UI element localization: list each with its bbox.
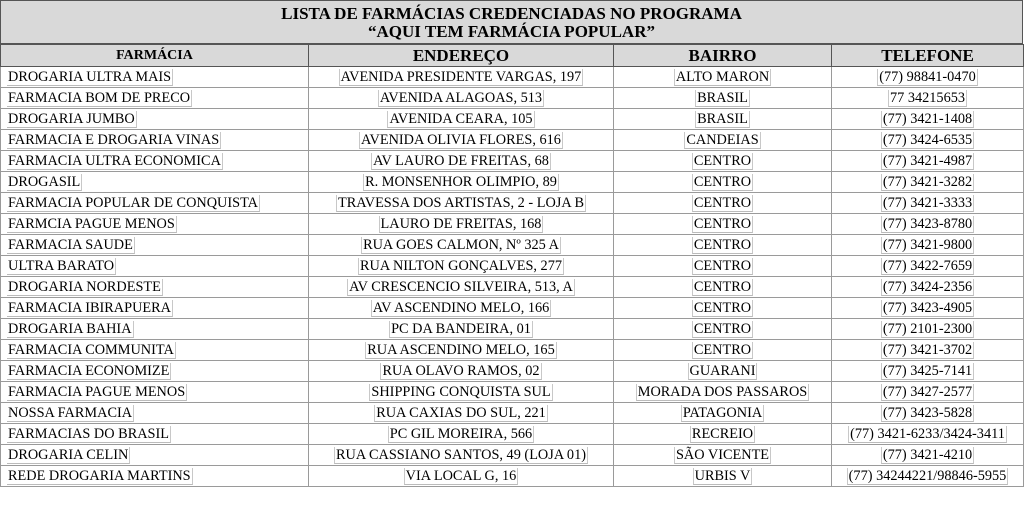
phone-cell bbox=[832, 277, 1024, 298]
neighborhood-text: CENTRO bbox=[693, 153, 752, 169]
address-text: PC GIL MOREIRA, 566 bbox=[389, 426, 533, 442]
pharmacy-name-text: DROGARIA NORDESTE bbox=[8, 279, 161, 295]
table-row bbox=[1, 382, 1024, 403]
pharmacy-name-text: DROGASIL bbox=[8, 174, 81, 190]
address-text: TRAVESSA DOS ARTISTAS, 2 - LOJA B bbox=[338, 195, 584, 211]
phone-cell bbox=[832, 382, 1024, 403]
phone-text: (77) 3421-1408 bbox=[882, 111, 973, 127]
neighborhood-cell bbox=[614, 151, 832, 172]
table-row bbox=[1, 67, 1024, 88]
pharmacy-name-text: FARMACIA PAGUE MENOS bbox=[8, 384, 186, 400]
pharmacy-name-text: FARMACIA ULTRA ECONOMICA bbox=[8, 153, 221, 169]
pharmacy-name-text: FARMACIA BOM DE PRECO bbox=[8, 90, 191, 106]
neighborhood-cell bbox=[614, 319, 832, 340]
pharmacy-name-text: FARMACIA POPULAR DE CONQUISTA bbox=[8, 195, 259, 211]
pharmacy-name-cell bbox=[1, 403, 309, 424]
neighborhood-cell bbox=[614, 382, 832, 403]
address-text: AV CRESCENCIO SILVEIRA, 513, A bbox=[349, 279, 573, 295]
neighborhood-cell bbox=[614, 256, 832, 277]
phone-text: (77) 3421-3702 bbox=[882, 342, 973, 358]
phone-text: (77) 3423-8780 bbox=[882, 216, 973, 232]
neighborhood-text: CENTRO bbox=[693, 321, 752, 337]
phone-cell bbox=[832, 361, 1024, 382]
neighborhood-cell bbox=[614, 109, 832, 130]
phone-text: (77) 3421-3282 bbox=[882, 174, 973, 190]
address-cell bbox=[309, 235, 614, 256]
pharmacy-name-cell bbox=[1, 298, 309, 319]
col-header-endereco: ENDEREÇO bbox=[309, 45, 614, 67]
pharmacy-name-text: DROGARIA CELIN bbox=[8, 447, 129, 463]
pharmacy-name-text: FARMACIA COMMUNITA bbox=[8, 342, 174, 358]
list-title bbox=[0, 0, 1023, 44]
table-row bbox=[1, 151, 1024, 172]
phone-text: (77) 3425-7141 bbox=[882, 363, 973, 379]
address-cell bbox=[309, 172, 614, 193]
pharmacy-name-cell bbox=[1, 130, 309, 151]
neighborhood-cell bbox=[614, 67, 832, 88]
col-header-farmacia: FARMÁCIA bbox=[1, 45, 309, 67]
phone-text: (77) 2101-2300 bbox=[882, 321, 973, 337]
neighborhood-text: BRASIL bbox=[697, 90, 748, 106]
phone-cell bbox=[832, 130, 1024, 151]
neighborhood-text: URBIS V bbox=[694, 468, 751, 484]
table-row bbox=[1, 277, 1024, 298]
neighborhood-cell bbox=[614, 403, 832, 424]
neighborhood-text: RECREIO bbox=[691, 426, 754, 442]
phone-text: (77) 3421-4987 bbox=[882, 153, 973, 169]
address-text: LAURO DE FREITAS, 168 bbox=[380, 216, 542, 232]
phone-text: (77) 98841-0470 bbox=[879, 69, 976, 85]
pharmacy-name-cell bbox=[1, 256, 309, 277]
phone-text: (77) 3421-9800 bbox=[882, 237, 973, 253]
phone-cell bbox=[832, 172, 1024, 193]
neighborhood-text: PATAGONIA bbox=[682, 405, 763, 421]
phone-text: (77) 3422-7659 bbox=[882, 258, 973, 274]
phone-cell bbox=[832, 235, 1024, 256]
phone-text: (77) 3421-4210 bbox=[882, 447, 973, 463]
phone-text: (77) 3424-6535 bbox=[882, 132, 973, 148]
address-cell bbox=[309, 340, 614, 361]
neighborhood-cell bbox=[614, 424, 832, 445]
neighborhood-cell bbox=[614, 340, 832, 361]
pharmacy-name-cell bbox=[1, 466, 309, 487]
neighborhood-cell bbox=[614, 193, 832, 214]
col-header-telefone: TELEFONE bbox=[832, 45, 1024, 67]
table-row bbox=[1, 235, 1024, 256]
neighborhood-text: CENTRO bbox=[693, 195, 752, 211]
address-text: RUA ASCENDINO MELO, 165 bbox=[367, 342, 555, 358]
address-text: RUA CAXIAS DO SUL, 221 bbox=[376, 405, 546, 421]
neighborhood-cell bbox=[614, 466, 832, 487]
neighborhood-text: CENTRO bbox=[693, 237, 752, 253]
phone-cell bbox=[832, 403, 1024, 424]
table-row bbox=[1, 319, 1024, 340]
neighborhood-text: GUARANI bbox=[689, 363, 756, 379]
table-row bbox=[1, 88, 1024, 109]
pharmacy-name-cell bbox=[1, 424, 309, 445]
neighborhood-text: MORADA DOS PASSAROS bbox=[637, 384, 808, 400]
table-row bbox=[1, 340, 1024, 361]
table-row bbox=[1, 130, 1024, 151]
address-text: AVENIDA ALAGOAS, 513 bbox=[379, 90, 543, 106]
neighborhood-text: CENTRO bbox=[693, 258, 752, 274]
pharmacy-name-text: DROGARIA JUMBO bbox=[8, 111, 135, 127]
address-cell bbox=[309, 151, 614, 172]
title-line-2: “AQUI TEM FARMÁCIA POPULAR” bbox=[368, 22, 655, 41]
phone-text: (77) 3423-5828 bbox=[882, 405, 973, 421]
address-cell bbox=[309, 361, 614, 382]
address-cell bbox=[309, 88, 614, 109]
phone-text: (77) 3424-2356 bbox=[882, 279, 973, 295]
address-cell bbox=[309, 130, 614, 151]
neighborhood-text: CENTRO bbox=[693, 342, 752, 358]
pharmacy-name-cell bbox=[1, 340, 309, 361]
table-row bbox=[1, 109, 1024, 130]
table-row bbox=[1, 298, 1024, 319]
phone-text: (77) 3421-6233/3424-3411 bbox=[850, 426, 1005, 442]
pharmacy-name-cell bbox=[1, 172, 309, 193]
pharmacy-name-text: NOSSA FARMACIA bbox=[8, 405, 133, 421]
neighborhood-text: SÃO VICENTE bbox=[675, 447, 770, 463]
pharmacy-name-text: ULTRA BARATO bbox=[8, 258, 115, 274]
pharmacy-name-text: FARMACIA IBIRAPUERA bbox=[8, 300, 171, 316]
pharmacy-name-cell bbox=[1, 109, 309, 130]
pharmacy-name-cell bbox=[1, 151, 309, 172]
table-row bbox=[1, 424, 1024, 445]
pharmacy-name-cell bbox=[1, 88, 309, 109]
phone-text: (77) 3421-3333 bbox=[882, 195, 973, 211]
address-text: AVENIDA CEARA, 105 bbox=[389, 111, 533, 127]
header-row bbox=[1, 45, 1024, 67]
pharmacy-name-text: DROGARIA BAHIA bbox=[8, 321, 132, 337]
address-text: AV LAURO DE FREITAS, 68 bbox=[373, 153, 549, 169]
pharmacy-name-cell bbox=[1, 319, 309, 340]
pharmacy-name-cell bbox=[1, 382, 309, 403]
phone-text: (77) 3427-2577 bbox=[882, 384, 973, 400]
neighborhood-cell bbox=[614, 214, 832, 235]
table-row bbox=[1, 445, 1024, 466]
table-row bbox=[1, 256, 1024, 277]
address-cell bbox=[309, 298, 614, 319]
address-cell bbox=[309, 466, 614, 487]
phone-cell bbox=[832, 214, 1024, 235]
phone-text: (77) 34244221/98846-5955 bbox=[848, 468, 1007, 484]
phone-cell bbox=[832, 466, 1024, 487]
pharmacy-name-text: FARMCIA PAGUE MENOS bbox=[8, 216, 175, 232]
neighborhood-text: CENTRO bbox=[693, 300, 752, 316]
address-cell bbox=[309, 277, 614, 298]
table-row bbox=[1, 193, 1024, 214]
table-row bbox=[1, 361, 1024, 382]
phone-cell bbox=[832, 193, 1024, 214]
address-text: PC DA BANDEIRA, 01 bbox=[391, 321, 531, 337]
pharmacy-name-text: FARMACIAS DO BRASIL bbox=[8, 426, 170, 442]
phone-cell bbox=[832, 67, 1024, 88]
address-cell bbox=[309, 109, 614, 130]
neighborhood-text: CENTRO bbox=[693, 174, 752, 190]
table-row bbox=[1, 172, 1024, 193]
neighborhood-cell bbox=[614, 172, 832, 193]
address-cell bbox=[309, 214, 614, 235]
table-row bbox=[1, 403, 1024, 424]
phone-cell bbox=[832, 88, 1024, 109]
pharmacy-name-text: FARMACIA ECONOMIZE bbox=[8, 363, 170, 379]
pharmacy-name-text: FARMACIA SAUDE bbox=[8, 237, 133, 253]
neighborhood-cell bbox=[614, 361, 832, 382]
pharmacy-name-cell bbox=[1, 214, 309, 235]
address-cell bbox=[309, 382, 614, 403]
address-text: AVENIDA PRESIDENTE VARGAS, 197 bbox=[340, 69, 582, 85]
address-cell bbox=[309, 193, 614, 214]
neighborhood-cell bbox=[614, 130, 832, 151]
pharmacy-name-text: DROGARIA ULTRA MAIS bbox=[8, 69, 172, 85]
neighborhood-text: CANDEIAS bbox=[686, 132, 759, 148]
address-cell bbox=[309, 256, 614, 277]
neighborhood-text: CENTRO bbox=[693, 216, 752, 232]
address-cell bbox=[309, 424, 614, 445]
phone-cell bbox=[832, 424, 1024, 445]
neighborhood-cell bbox=[614, 298, 832, 319]
pharmacy-name-cell bbox=[1, 277, 309, 298]
address-text: RUA NILTON GONÇALVES, 277 bbox=[359, 258, 563, 274]
phone-cell bbox=[832, 319, 1024, 340]
pharmacy-name-text: FARMACIA E DROGARIA VINAS bbox=[8, 132, 220, 148]
neighborhood-cell bbox=[614, 277, 832, 298]
neighborhood-text: BRASIL bbox=[697, 111, 748, 127]
address-text: RUA OLAVO RAMOS, 02 bbox=[382, 363, 540, 379]
address-cell bbox=[309, 403, 614, 424]
pharmacy-name-text: REDE DROGARIA MARTINS bbox=[8, 468, 191, 484]
neighborhood-cell bbox=[614, 445, 832, 466]
neighborhood-cell bbox=[614, 88, 832, 109]
table-row bbox=[1, 214, 1024, 235]
address-text: R. MONSENHOR OLIMPIO, 89 bbox=[365, 174, 557, 190]
title-line-1: LISTA DE FARMÁCIAS CREDENCIADAS NO PROGRAMA bbox=[281, 4, 742, 23]
neighborhood-text: CENTRO bbox=[693, 279, 752, 295]
table-row bbox=[1, 466, 1024, 487]
address-cell bbox=[309, 445, 614, 466]
phone-cell bbox=[832, 256, 1024, 277]
address-text: AVENIDA OLIVIA FLORES, 616 bbox=[361, 132, 561, 148]
address-text: AV ASCENDINO MELO, 166 bbox=[372, 300, 550, 316]
neighborhood-text: ALTO MARON bbox=[675, 69, 770, 85]
phone-cell bbox=[832, 109, 1024, 130]
col-header-bairro: BAIRRO bbox=[614, 45, 832, 67]
pharmacy-name-cell bbox=[1, 193, 309, 214]
phone-text: 77 34215653 bbox=[889, 90, 966, 106]
pharmacy-name-cell bbox=[1, 67, 309, 88]
pharmacy-table bbox=[0, 44, 1024, 487]
address-text: VIA LOCAL G, 16 bbox=[405, 468, 517, 484]
phone-cell bbox=[832, 298, 1024, 319]
pharmacy-name-cell bbox=[1, 445, 309, 466]
phone-text: (77) 3423-4905 bbox=[882, 300, 973, 316]
neighborhood-cell bbox=[614, 235, 832, 256]
address-cell bbox=[309, 67, 614, 88]
pharmacy-name-cell bbox=[1, 235, 309, 256]
address-text: SHIPPING CONQUISTA SUL bbox=[371, 384, 551, 400]
phone-cell bbox=[832, 445, 1024, 466]
phone-cell bbox=[832, 151, 1024, 172]
pharmacy-name-cell bbox=[1, 361, 309, 382]
address-cell bbox=[309, 319, 614, 340]
phone-cell bbox=[832, 340, 1024, 361]
address-text: RUA CASSIANO SANTOS, 49 (LOJA 01) bbox=[336, 447, 586, 463]
address-text: RUA GOES CALMON, Nº 325 A bbox=[363, 237, 559, 253]
